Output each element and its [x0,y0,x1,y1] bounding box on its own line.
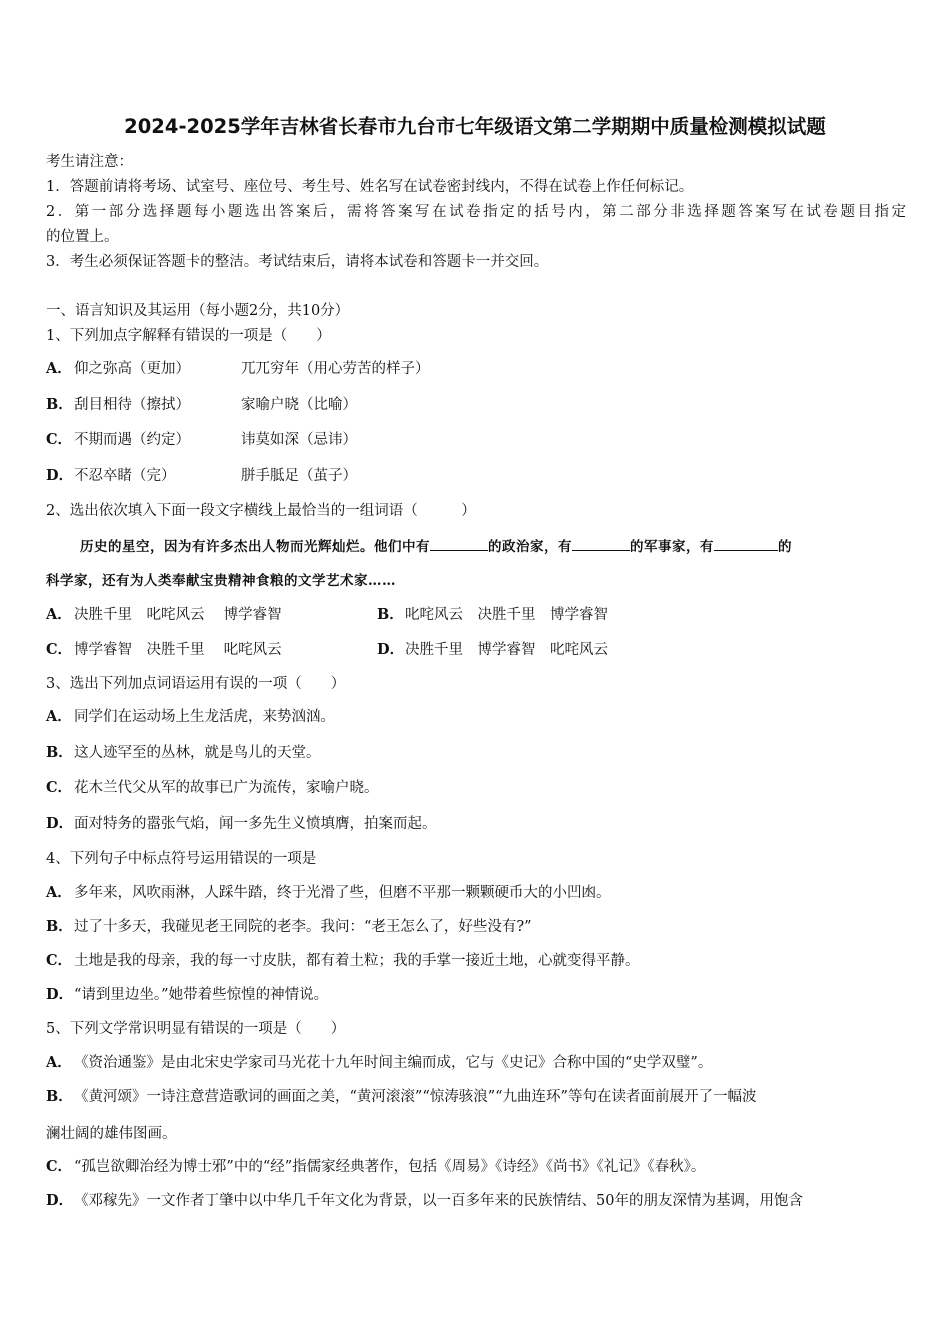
option-label: B． [46,744,73,761]
option-label: D． [46,467,74,484]
notice-item: 2．第一部分选择题每小题选出答案后，需将答案写在试卷指定的括号内，第二部分非选择题答案写在试卷题目指定 [46,204,906,220]
notice-heading: 考生请注意： [46,154,133,170]
option-text: 讳莫如深（忌讳） [241,432,357,448]
answer-blank [572,536,630,551]
option-text: 《邓稼先》一文作者丁肇中以中华几千年文化为背景，以一百多年来的民族情结、50年的朋友深情为基调，用饱含 [74,1193,803,1209]
question-stem: 4、下列句子中标点符号运用错误的一项是 [46,851,317,867]
option-text: 这人迹罕至的丛林，就是鸟儿的天堂。 [74,745,321,761]
option-row [46,395,190,415]
option-row [46,1087,756,1107]
option-text: 决胜千里 叱咤风云 博学睿智 [74,607,282,623]
option-label: C． [46,1158,73,1175]
option-row [377,640,608,660]
option-label: C． [46,641,73,658]
option-row [46,743,321,763]
answer-blank [714,536,778,551]
option-row [46,640,282,660]
option-row [46,707,335,727]
option-text: 刮目相待（擦拭） [74,397,190,413]
option-row [46,1157,705,1177]
option-text: “孤岂欲卿治经为博士邪”中的“经”指儒家经典著作，包括《周易》《诗经》《尚书》《礼记》《春秋》。 [74,1159,706,1175]
option-row [46,883,611,903]
option-text: 同学们在运动场上生龙活虎，来势汹汹。 [74,709,335,725]
option-label: B． [46,396,73,413]
option-text: 不忍卒睹（完） [74,468,176,484]
option-text: 面对特务的嚣张气焰，闻一多先生义愤填膺，拍案而起。 [74,816,437,832]
option-text: 花木兰代父从军的故事已广为流传，家喻户晓。 [74,780,379,796]
option-label: D． [46,986,74,1003]
option-text: 《资治通鉴》是由北宋史学家司马光花十九年时间主编而成，它与《史记》合称中国的“史学双璧”。 [74,1055,713,1071]
option-row [46,605,282,625]
option-label: B． [377,606,404,623]
option-label: A． [46,360,72,377]
option-row [46,359,190,379]
option-row [46,1124,177,1144]
option-text: 博学睿智 决胜千里 叱咤风云 [74,642,282,658]
passage-line: 历史的星空，因为有许多杰出人物而光辉灿烂。他们中有 的政治家，有 的军事家，有 的 [80,536,792,557]
option-text: 土地是我的母亲，我的每一寸皮肤，都有着土粒；我的手掌一接近土地，心就变得平静。 [74,953,640,969]
notice-item: 1．答题前请将考场、试室号、座位号、考生号、姓名写在试卷密封线内，不得在试卷上作任何标记。 [46,179,694,195]
option-row [46,1191,803,1211]
page-title: 2024-2025学年吉林省长春市九台市七年级语文第二学期期中质量检测模拟试题 [124,115,826,138]
option-label: C． [46,952,73,969]
option-row [46,951,640,971]
option-row [46,1053,712,1073]
notice-item: 的位置上。 [46,229,119,245]
option-row [46,917,532,937]
option-text: 澜壮阔的雄伟图画。 [46,1126,177,1142]
option-label: D． [46,815,74,832]
option-label: A． [46,1054,72,1071]
option-label: A． [46,606,72,623]
answer-blank [430,536,488,551]
option-text: 兀兀穷年（用心劳苦的样子） [241,361,430,377]
question-stem: 1、下列加点字解释有错误的一项是（ ） [46,328,331,344]
option-row [46,985,328,1005]
option-label: D． [377,641,405,658]
option-row [46,814,437,834]
option-label: A． [46,884,72,901]
option-text: 叱咤风云 决胜千里 博学睿智 [405,607,608,623]
option-label: C． [46,431,73,448]
question-stem: 5、下列文学常识明显有错误的一项是（ ） [46,1021,346,1037]
option-text: 不期而遇（约定） [74,432,190,448]
option-label: B． [46,1088,73,1105]
option-label: D． [46,1192,74,1209]
option-text: 胼手胝足（茧子） [241,468,357,484]
option-label: A． [46,708,72,725]
option-row [377,605,608,625]
option-label: B． [46,918,73,935]
option-text: “请到里边坐。”她带着些惊惶的神情说。 [74,987,329,1003]
section-heading: 一、语言知识及其运用（每小题2分，共10分） [46,303,350,319]
option-text: 决胜千里 博学睿智 叱咤风云 [405,642,608,658]
question-stem: 3、选出下列加点词语运用有误的一项（ ） [46,676,346,692]
notice-item: 3．考生必须保证答题卡的整洁。考试结束后，请将本试卷和答题卡一并交回。 [46,254,549,270]
option-text: 过了十多天，我碰见老王同院的老李。我问：“老王怎么了，好些没有?” [74,919,532,935]
option-label: C． [46,779,73,796]
question-stem: 2、选出依次填入下面一段文字横线上最恰当的一组词语（ ） [46,503,476,519]
passage-line: 科学家，还有为人类奉献宝贵精神食粮的文学艺术家…… [46,573,396,589]
option-text: 仰之弥高（更加） [74,361,190,377]
option-text: 《黄河颂》一诗注意营造歌词的画面之美，“黄河滚滚”“惊涛骇浪”“九曲连环”等句在读者面前展开了一幅波 [74,1089,757,1105]
option-text: 多年来，风吹雨淋，人踩牛踏，终于光滑了些，但磨不平那一颗颗硬币大的小凹凼。 [74,885,611,901]
option-row [46,778,379,798]
option-row [46,466,176,486]
option-text: 家喻户晓（比喻） [241,397,357,413]
option-row [46,430,190,450]
